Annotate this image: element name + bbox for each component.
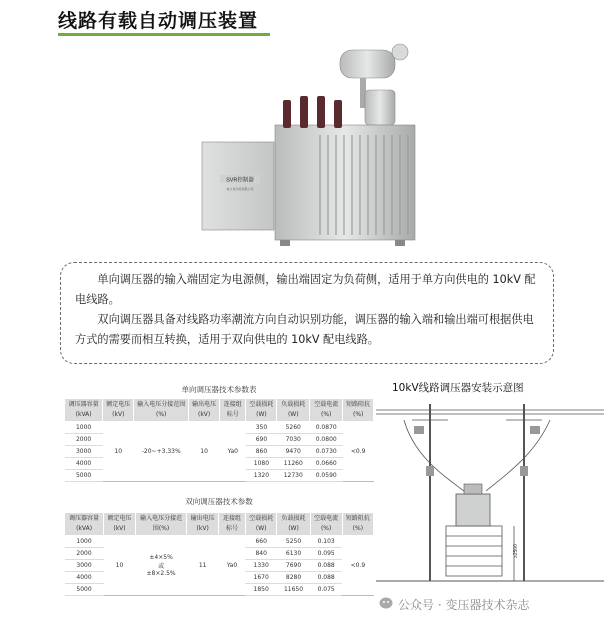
cell-tap-range: -20~+3.33% [134, 422, 189, 482]
cell-no-load-current: 0.0590 [310, 470, 343, 482]
cell-capacity: 3000 [65, 560, 104, 572]
th-impedance: 短路阻抗(%) [343, 399, 374, 422]
wechat-icon [379, 597, 395, 611]
double-table [64, 512, 374, 596]
cell-capacity: 5000 [65, 470, 103, 482]
cell-voltage: 10 [103, 422, 134, 482]
tap-range-option-1: ±4×5% [149, 554, 173, 561]
cell-capacity: 3000 [65, 446, 103, 458]
description-double: 双向调压器具备对线路功率潮流方向自动识别功能，调压器的输入端和输出端可根据供电方式的需要而相互转换，适用于双向供电的 10kV 配电线路。 [75, 313, 534, 346]
cell-capacity: 2000 [65, 548, 104, 560]
cell-connection: Ya0 [220, 422, 246, 482]
cell-no-load-loss: 1670 [245, 572, 277, 584]
th-connection: 连接组标号 [219, 513, 246, 536]
cell-no-load-current: 0.0800 [310, 434, 343, 446]
th-no-load-current: 空载电流(%) [310, 513, 342, 536]
cell-load-loss: 8280 [277, 572, 310, 584]
th-capacity: 调压器容量(kVA) [65, 399, 103, 422]
table-header-row [65, 513, 374, 536]
table-row [65, 536, 374, 548]
cell-no-load-loss: 350 [246, 422, 277, 434]
table-row [65, 422, 374, 434]
cell-output: 11 [187, 536, 219, 596]
cell-no-load-loss: 660 [245, 536, 277, 548]
cell-no-load-current: 0.075 [310, 584, 342, 596]
cell-load-loss: 7030 [277, 434, 310, 446]
cell-no-load-loss: 840 [245, 548, 277, 560]
cell-load-loss: 6130 [277, 548, 310, 560]
cell-no-load-current: 0.0660 [310, 458, 343, 470]
th-tap-range: 输入电压分接范围(%) [135, 513, 186, 536]
cell-capacity: 4000 [65, 458, 103, 470]
tap-range-option-2: ±8×2.5% [146, 570, 176, 577]
th-connection: 连接组标号 [220, 399, 246, 422]
watermark: 公众号 · 变压器技术杂志 [398, 598, 530, 612]
cell-no-load-loss: 1080 [246, 458, 277, 470]
cell-no-load-current: 0.095 [310, 548, 342, 560]
description-single: 单向调压器的输入端固定为电源侧，输出端固定为负荷侧，适用于单方向供电的 10kV 配电线路。 [75, 273, 536, 306]
panel-maker: 电力自动化有限公司 [226, 187, 254, 191]
cell-capacity: 5000 [65, 584, 104, 596]
cell-capacity: 4000 [65, 572, 104, 584]
cell-load-loss: 11260 [277, 458, 310, 470]
cell-load-loss: 5250 [277, 536, 310, 548]
double-table-caption: 双向调压器技术参数 [185, 497, 253, 506]
cell-capacity: 1000 [65, 536, 104, 548]
diagram-title: 10kV线路调压器安装示意图 [392, 382, 524, 394]
th-no-load-current: 空载电流(%) [310, 399, 343, 422]
cell-no-load-current: 0.103 [310, 536, 342, 548]
table-header-row [65, 399, 374, 422]
panel-label: SVR控制器 [226, 177, 254, 184]
th-output: 输出电压(kV) [189, 399, 220, 422]
th-load-loss: 负载损耗(W) [277, 513, 310, 536]
cell-capacity: 1000 [65, 422, 103, 434]
cell-no-load-current: 0.088 [310, 572, 342, 584]
th-no-load-loss: 空载损耗(W) [245, 513, 277, 536]
page-title: 线路有载自动调压装置 [58, 10, 259, 32]
cell-no-load-loss: 1330 [245, 560, 277, 572]
cell-load-loss: 11650 [277, 584, 310, 596]
th-voltage: 额定电压(kV) [104, 513, 136, 536]
cell-voltage: 10 [104, 536, 136, 596]
cell-capacity: 2000 [65, 434, 103, 446]
cell-connection: Ya0 [219, 536, 246, 596]
th-no-load-loss: 空载损耗(W) [246, 399, 277, 422]
tap-range-or: 或 [158, 563, 165, 570]
cell-load-loss: 12730 [277, 470, 310, 482]
cell-tap-range [135, 536, 186, 596]
th-impedance: 短路阻抗(%) [342, 513, 373, 536]
th-voltage: 额定电压(kV) [103, 399, 134, 422]
cell-no-load-loss: 690 [246, 434, 277, 446]
cell-no-load-loss: 1850 [245, 584, 277, 596]
single-table-caption: 单向调压器技术参数表 [181, 385, 257, 394]
cell-load-loss: 5260 [277, 422, 310, 434]
cell-no-load-current: 0.0870 [310, 422, 343, 434]
cell-impedance: <0.9 [342, 536, 373, 596]
cell-output: 10 [189, 422, 220, 482]
transformer-photo [180, 30, 440, 260]
cell-no-load-loss: 860 [246, 446, 277, 458]
th-output: 输出电压(kV) [187, 513, 219, 536]
th-load-loss: 负载损耗(W) [277, 399, 310, 422]
single-table [64, 398, 374, 482]
cell-load-loss: 9470 [277, 446, 310, 458]
cell-no-load-loss: 1320 [246, 470, 277, 482]
installation-diagram [374, 396, 606, 596]
th-capacity: 调压器容量(kVA) [65, 513, 104, 536]
th-tap-range: 输入电压分接范围(%) [134, 399, 189, 422]
dimension-label: ≥2500 [513, 544, 519, 558]
description-box [60, 262, 554, 364]
cell-no-load-current: 0.088 [310, 560, 342, 572]
cell-no-load-current: 0.0730 [310, 446, 343, 458]
cell-impedance: <0.9 [343, 422, 374, 482]
cell-load-loss: 7690 [277, 560, 310, 572]
